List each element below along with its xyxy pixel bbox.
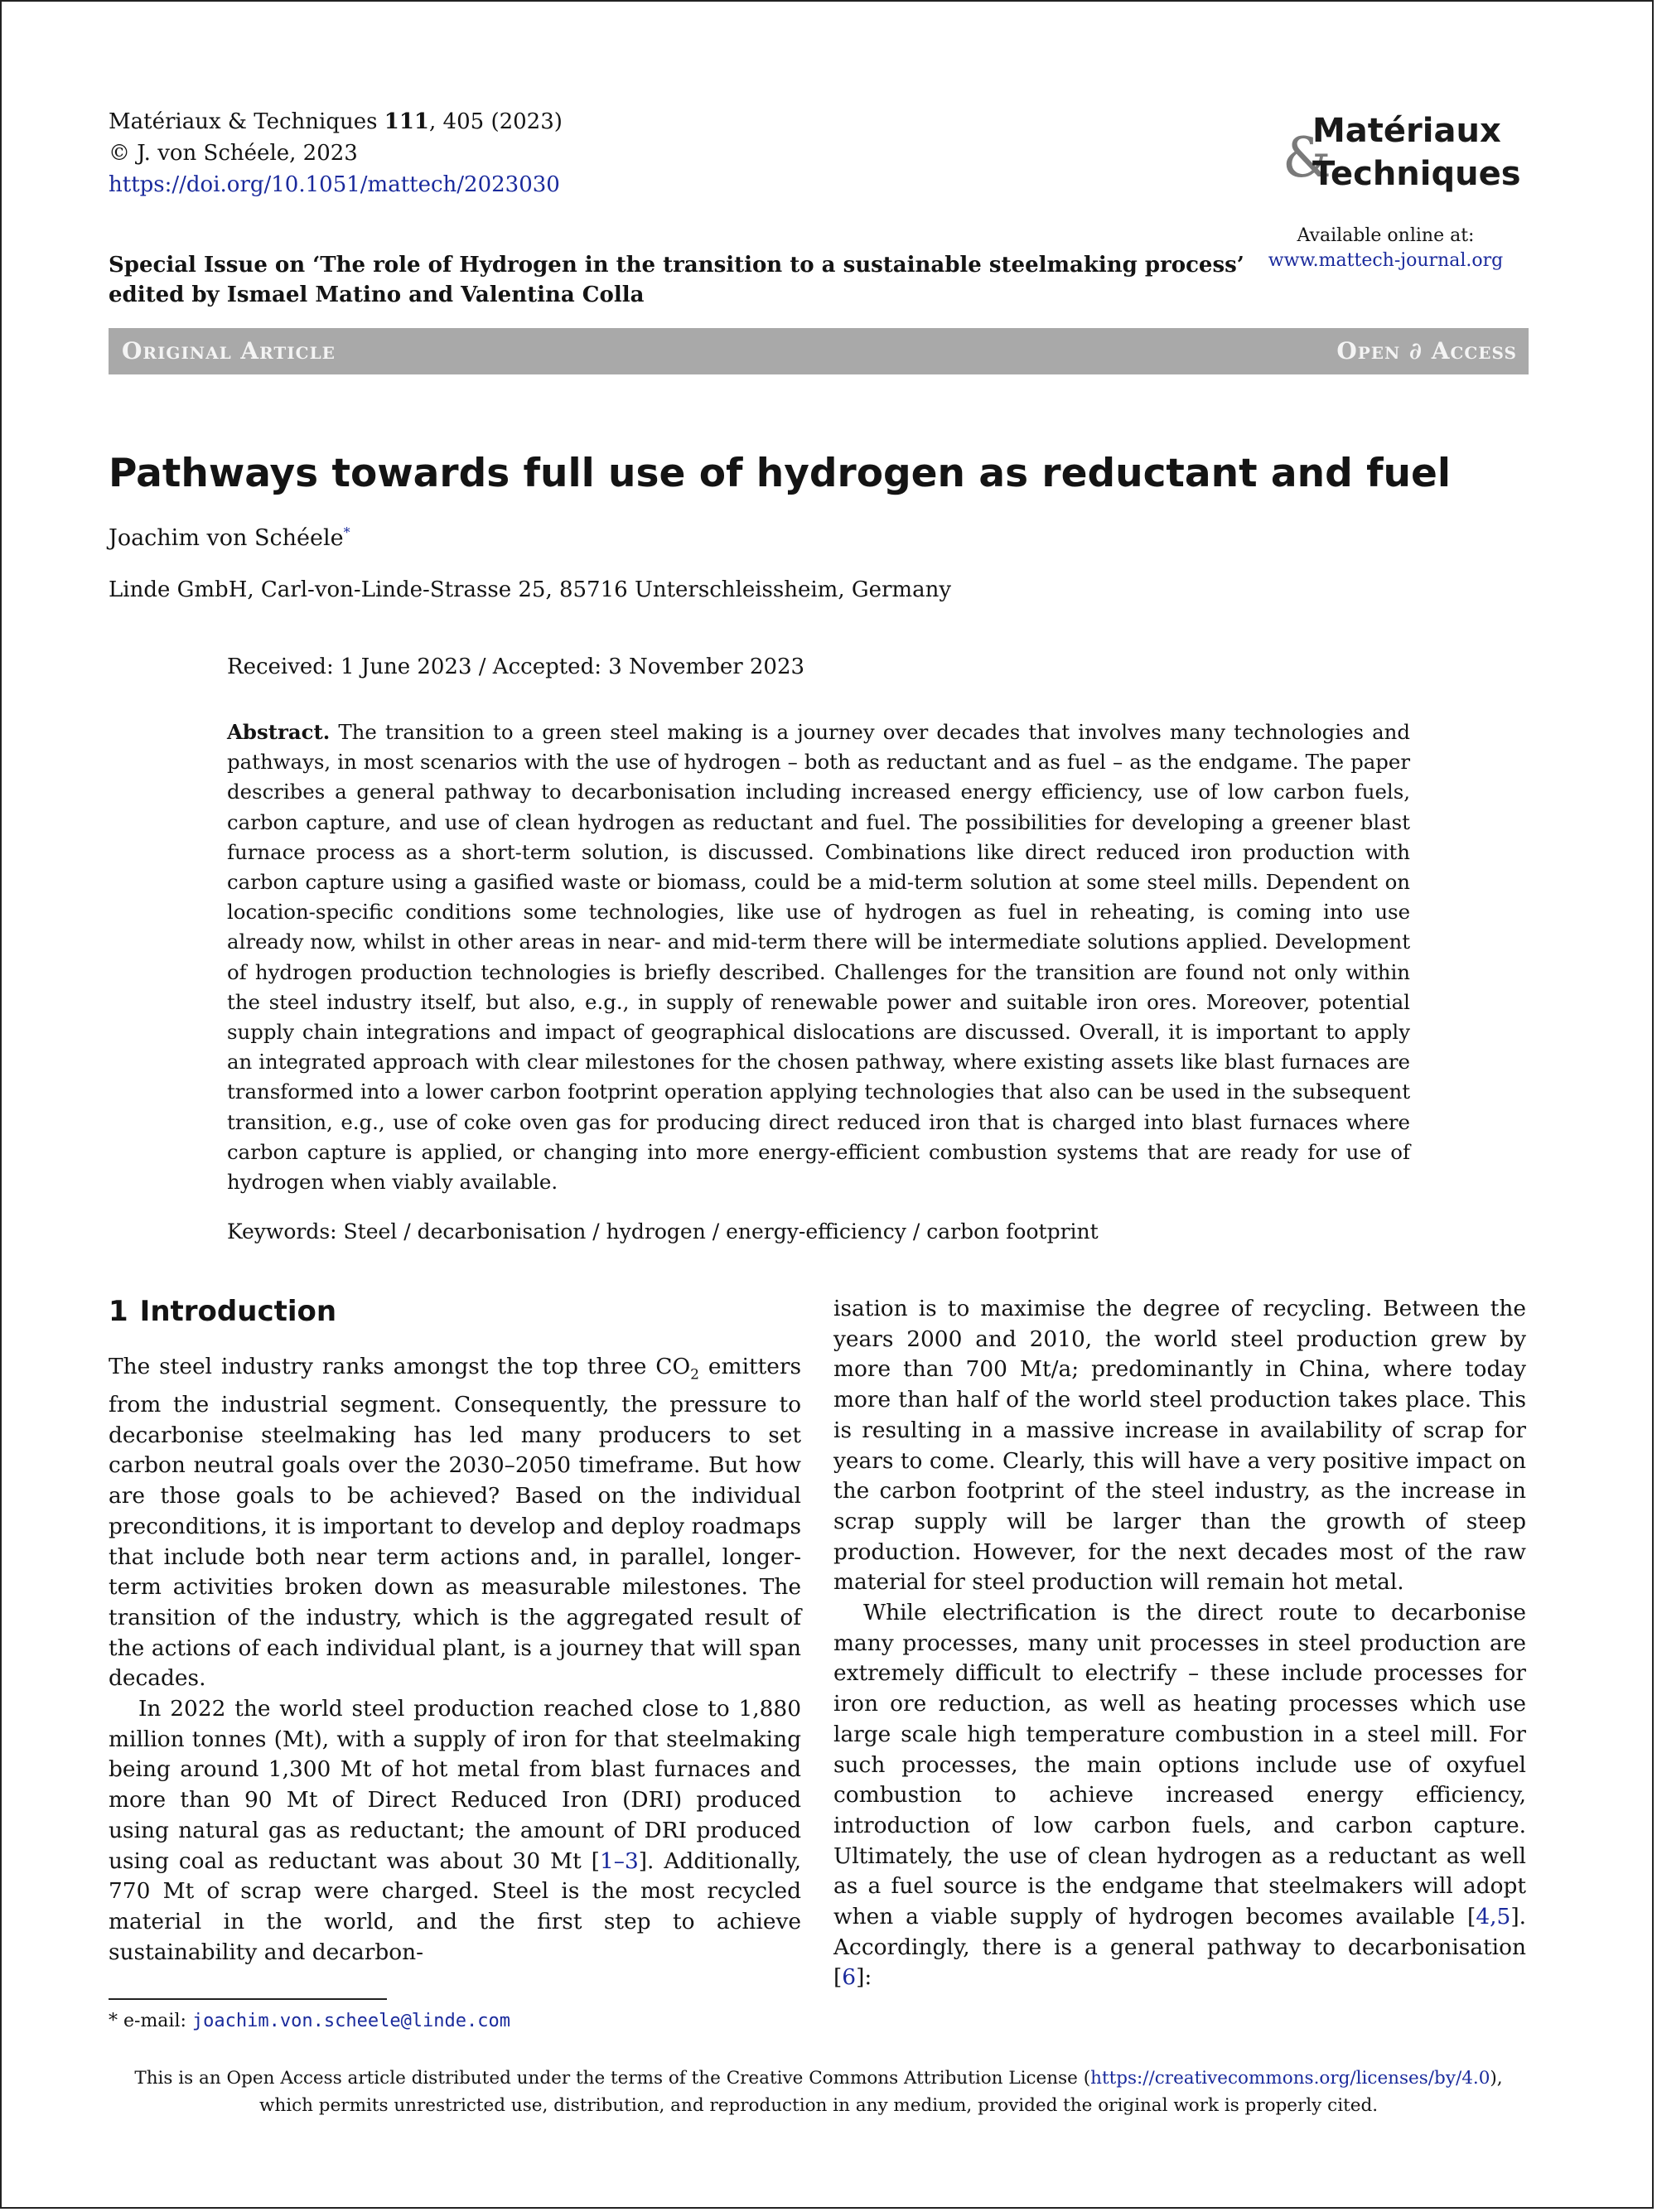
copyright: © J. von Schéele, 2023 bbox=[109, 141, 358, 166]
author-email-link[interactable]: joachim.von.scheele@linde.com bbox=[191, 2011, 511, 2031]
license-link[interactable]: https://creativecommons.org/licenses/by/4.0 bbox=[1090, 2068, 1490, 2089]
body-paragraph: In 2022 the world steel production reached close to 1,880 million tonnes (Mt), with a supply of iron for that steelmaking being around 1,300 Mt of hot metal from blast furnaces and more than 90 Mt of Direct Reduced Iron (DRI) produced using natural gas as reductant; the amount of DRI produced using coal as reductant was about 30 Mt [1–3]. Additionally, 770 Mt of scrap were charged. Steel is the most recycled material in the world, and the first step to achieve sustainability and decarbon- bbox=[109, 1696, 801, 1965]
body-column-right bbox=[833, 1294, 1526, 1993]
keywords bbox=[227, 1219, 1410, 1244]
article-title: Pathways towards full use of hydrogen as reductant and fuel bbox=[109, 451, 1451, 496]
body-paragraph: The steel industry ranks amongst the top three $CO_2$ emitters from the industrial segment. Consequently, the pressure to decarbonise steelmaking has led many producers to set carbon neutral goals over the 2030–2050 timeframe. But how are those goals to be achieved? Based on the individual preconditions, it is important to develop and deploy roadmaps that include both near term actions and, in parallel, longer-term activities broken down as measurable milestones. The transition of the industry, which is the aggregated result of the actions of each individual plant, is a journey that will span decades. bbox=[109, 1354, 801, 1692]
body-paragraph: While electrification is the direct route to decarbonise many processes, many unit processes in steel production are extremely difficult to electrify – these include processes for iron ore reduction, as well as heating processes which use large scale high temperature combustion in a steel mill. For such processes, the main options include use of oxyfuel combustion to achieve increased energy efficiency, introduction of low carbon fuels, and carbon capture. Ultimately, the use of clean hydrogen as a reductant as well as a fuel source is the endgame that steelmakers will adopt when a viable supply of hydrogen becomes available [4,5]. Accordingly, there is a general pathway to decarbonisation [6]: bbox=[833, 1600, 1526, 1991]
received-accepted-dates: Received: 1 June 2023 / Accepted: 3 November 2023 bbox=[227, 654, 805, 679]
affiliation: Linde GmbH, Carl-von-Linde-Strasse 25, 85716 Unterschleissheim, Germany bbox=[109, 577, 952, 602]
journal-citation: Matériaux & Techniques 111, 405 (2023) bbox=[109, 109, 563, 134]
available-online bbox=[1243, 224, 1529, 273]
body-column-left bbox=[109, 1352, 801, 1968]
footnote: * e-mail: joachim.von.scheele@linde.com bbox=[109, 2011, 511, 2031]
citation-link[interactable]: 6 bbox=[842, 1964, 857, 1991]
keywords-label: Keywords: bbox=[227, 1219, 337, 1244]
author-footnote-mark[interactable]: * bbox=[343, 524, 350, 540]
footnote-rule bbox=[109, 1998, 387, 2000]
body-paragraph: isation is to maximise the degree of recycling. Between the years 2000 and 2010, the world steel production grew by more than 700 Mt/a; predominantly in China, where today more than half of the world steel production takes place. This is resulting in a massive increase in availability of scrap for years to come. Clearly, this will have a very positive impact on the carbon footprint of the steel industry, as the increase in scrap supply will be larger than the growth of steep production. However, for the next decades most of the raw material for steel production will remain hot metal. bbox=[833, 1296, 1526, 1596]
abstract-label: Abstract. bbox=[227, 720, 331, 744]
journal-logo: & Matériaux Techniques bbox=[1283, 112, 1521, 193]
author-name: Joachim von Schéele* bbox=[109, 524, 350, 551]
journal-meta bbox=[109, 106, 563, 200]
available-label: Available online at: bbox=[1297, 225, 1475, 246]
citation-link[interactable]: 4,5 bbox=[1476, 1904, 1511, 1930]
doi-link[interactable]: https://doi.org/10.1051/mattech/2023030 bbox=[109, 172, 560, 197]
license-notice: This is an Open Access article distributed under the terms of the Creative Commons Attribution License (https://creativecommons.org/licenses/by/4.0), which permits unrestricted use, distribution, and reproduction in any medium, provided the original work is properly cited. bbox=[134, 2068, 1503, 2116]
article-type-label: Original Article bbox=[122, 337, 336, 365]
citation-link[interactable]: 1–3 bbox=[599, 1847, 639, 1874]
article-type-banner bbox=[109, 328, 1529, 374]
keywords-list: Steel / decarbonisation / hydrogen / energy-efficiency / carbon footprint bbox=[343, 1219, 1099, 1244]
abstract-text: The transition to a green steel making is a journey over decades that involves many technologies and pathways, in most scenarios with the use of hydrogen – both as reductant and as fuel – as the endgame. The paper describes a general pathway to decarbonisation including increased energy efficiency, use of low carbon fuels, carbon capture, and use of clean hydrogen as reductant and fuel. The possibilities for developing a greener blast furnace process as a short-term solution, is discussed. Combinations like direct reduced iron production with carbon capture using a gasified waste or biomass, could be a mid-term solution at some steel mills. Dependent on location-specific conditions some technologies, like use of hydrogen as fuel in reheating, is coming into use already now, whilst in other areas in near- and mid-term there will be intermediate solutions applied. Development of hydrogen production technologies is briefly described. Challenges for the transition are found not only within the steel industry itself, but also, e.g., in supply of renewable power and suitable iron ores. Moreover, potential supply chain integrations and impact of geographical dislocations are discussed. Overall, it is important to apply an integrated approach with clear milestones for the chosen pathway, where existing assets like blast furnaces are transformed into a lower carbon footprint operation applying technologies that also can be used in the subsequent transition, e.g., use of coke oven gas for producing direct reduced iron that is charged into blast furnaces where carbon capture is applied, or changing into more energy-efficient combustion systems that are ready for use of hydrogen when viably available. bbox=[227, 720, 1410, 1195]
section-heading: 1 Introduction bbox=[109, 1295, 337, 1328]
open-access-label: Open ∂ Access bbox=[1336, 337, 1517, 365]
abstract bbox=[227, 717, 1410, 1197]
special-issue: Special Issue on ‘The role of Hydrogen in the transition to a sustainable steelmaking process’ edited by Ismael Matino and Valentina Colla bbox=[109, 253, 1244, 307]
journal-website-link[interactable]: www.mattech-journal.org bbox=[1268, 250, 1504, 271]
